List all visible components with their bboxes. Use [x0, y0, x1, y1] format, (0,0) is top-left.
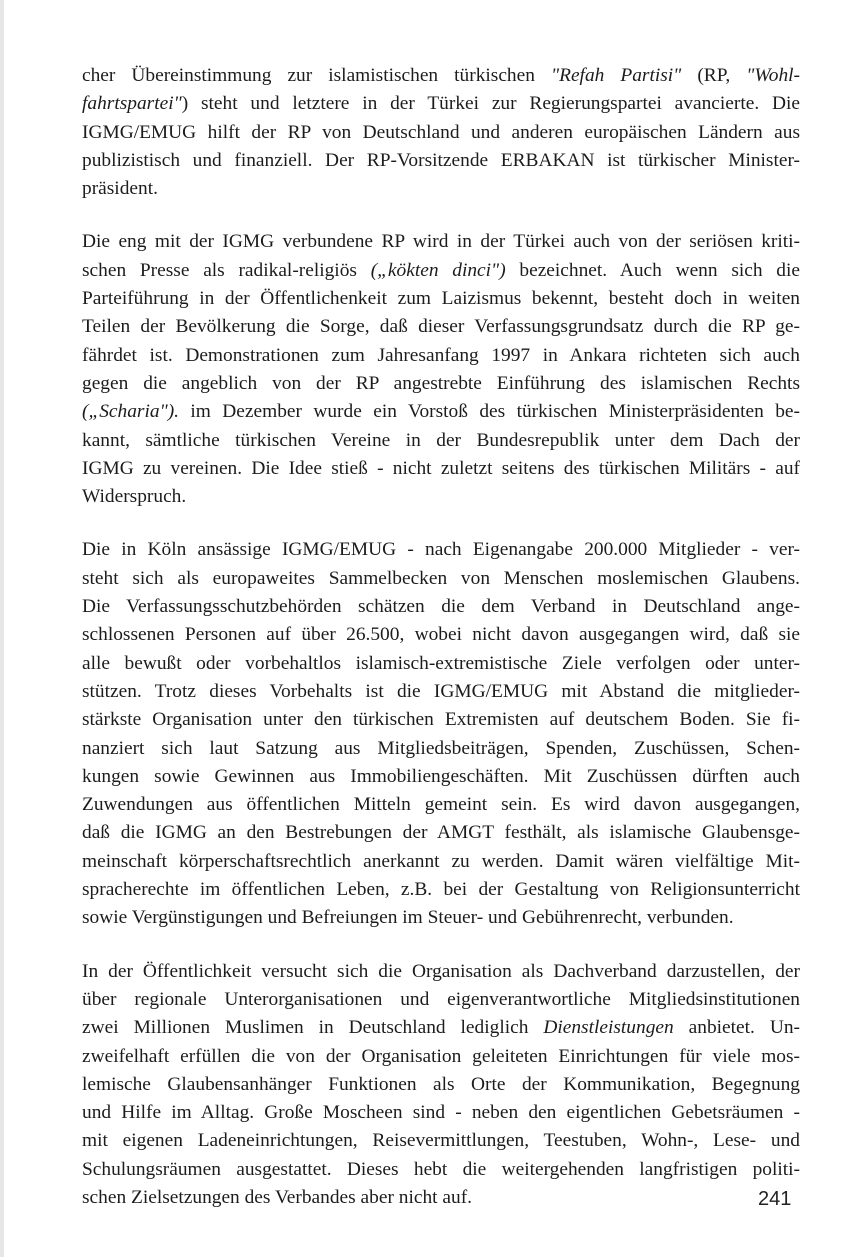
text-line: [82, 565, 800, 593]
text-line: [82, 228, 800, 256]
text-run: Teilen der Bevölkerung die Sorge, daß dieser Verfassungsgrundsatz durch die RP ge-: [82, 316, 800, 338]
text-line: [82, 819, 800, 847]
text-run: In der Öffentlichkeit versucht sich die Organisation als Dachverband darzustellen, der: [82, 960, 800, 982]
text-run: Die in Köln ansässige IGMG/EMUG - nach Eigenangabe 200.000 Mitglieder - ver-: [82, 539, 800, 561]
text-run: gegen die angeblich von der RP angestrebte Einführung des islamischen Rechts: [82, 372, 800, 394]
text-line: [82, 285, 800, 313]
text-run: ) steht und letztere in der Türkei zur Regierungspartei avancierte. Die: [181, 93, 800, 115]
page-edge-shadow: [0, 0, 4, 1257]
text-run: steht sich als europaweites Sammelbecken von Menschen moslemischen Glaubens.: [82, 567, 800, 589]
paragraph: [82, 62, 800, 203]
text-run: schen Zielsetzungen des Verbandes aber nicht auf.: [82, 1186, 472, 1208]
text-run: mit eigenen Ladeneinrichtungen, Reisevermittlungen, Teestuben, Wohn-, Lese- und: [82, 1130, 800, 1152]
text-line: [82, 1099, 800, 1127]
text-run: präsident.: [82, 178, 158, 200]
italic-text: („Scharia").: [82, 401, 180, 423]
text-line: [82, 1014, 800, 1042]
text-line: [82, 848, 800, 876]
text-run: IGMG/EMUG hilft der RP von Deutschland und anderen europäischen Ländern aus: [82, 121, 800, 143]
text-run: im Dezember wurde ein Vorstoß des türkischen Ministerpräsidenten be-: [179, 401, 800, 423]
text-run: lemische Glaubensanhänger Funktionen als Orte der Kommunikation, Begegnung: [82, 1073, 800, 1095]
text-line: [82, 119, 800, 147]
text-run: spracherechte im öffentlichen Leben, z.B. bei der Gestaltung von Religionsunterricht: [82, 879, 800, 901]
page-number: 241: [758, 1188, 792, 1210]
text-line: [82, 483, 800, 511]
text-run: Parteiführung in der Öffentlichenkeit zum Laizismus bekennt, besteht doch in weiten: [82, 288, 800, 310]
text-run: stützen. Trotz dieses Vorbehalts ist die IGMG/EMUG mit Abstand die mitglieder-: [82, 680, 800, 702]
text-run: kannt, sämtliche türkischen Vereine in der Bundesrepublik unter dem Dach der: [82, 429, 800, 451]
text-line: [82, 1156, 800, 1184]
text-run: Die eng mit der IGMG verbundene RP wird in der Türkei auch von der seriösen kriti-: [82, 231, 800, 253]
text-line: [82, 876, 800, 904]
text-run: sowie Vergünstigungen und Befreiungen im Steuer- und Gebührenrecht, verbunden.: [82, 907, 734, 929]
text-run: meinschaft körperschaftsrechtlich anerkannt zu werden. Damit wären vielfältige Mit-: [82, 850, 800, 872]
text-run: daß die IGMG an den Bestrebungen der AMGT festhält, als islamische Glaubensge-: [82, 822, 800, 844]
text-run: nanziert sich laut Satzung aus Mitgliedsbeiträgen, Spenden, Zuschüssen, Schen-: [82, 737, 800, 759]
text-line: [82, 398, 800, 426]
italic-text: fahrtspartei": [82, 93, 182, 115]
text-run: Schulungsräumen ausgestattet. Dieses hebt die weitergehenden langfristigen politi-: [82, 1158, 800, 1180]
text-line: [82, 678, 800, 706]
text-line: [82, 455, 800, 483]
text-run: IGMG zu vereinen. Die Idee stieß - nicht zuletzt seitens des türkischen Militärs - auf: [82, 457, 800, 479]
text-line: [82, 958, 800, 986]
text-line: [82, 62, 800, 90]
text-run: über regionale Unterorganisationen und eigenverantwortliche Mitgliedsinstitutionen: [82, 988, 800, 1010]
text-line: [82, 1127, 800, 1155]
text-line: [82, 763, 800, 791]
text-line: [82, 147, 800, 175]
text-run: cher Übereinstimmung zur islamistischen türkischen: [82, 65, 551, 86]
text-run: schlossenen Personen auf über 26.500, wobei nicht davon ausgegangen wird, daß sie: [82, 624, 800, 646]
italic-text: "Wohl-: [746, 65, 801, 86]
text-line: [82, 593, 800, 621]
text-line: [82, 313, 800, 341]
italic-text: („kökten dinci"): [370, 259, 506, 281]
text-run: fährdet ist. Demonstrationen zum Jahresanfang 1997 in Ankara richteten sich auch: [82, 344, 800, 366]
text-line: [82, 370, 800, 398]
text-run: und Hilfe im Alltag. Große Moscheen sind - neben den eigentlichen Gebetsräumen -: [82, 1102, 800, 1124]
text-run: schen Presse als radikal-religiös: [82, 259, 371, 281]
document-body: [82, 62, 800, 1212]
text-line: [82, 791, 800, 819]
text-line: [82, 904, 800, 932]
text-run: stärkste Organisation unter den türkischen Extremisten auf deutschem Boden. Sie fi-: [82, 709, 800, 731]
text-line: [82, 706, 800, 734]
text-line: [82, 342, 800, 370]
text-line: [82, 986, 800, 1014]
italic-text: "Refah Partisi": [550, 65, 682, 86]
text-run: kungen sowie Gewinnen aus Immobiliengeschäften. Mit Zuschüssen dürften auch: [82, 765, 800, 787]
text-line: [82, 621, 800, 649]
text-line: [82, 1043, 800, 1071]
text-line: [82, 257, 800, 285]
text-run: anbietet. Un-: [673, 1017, 801, 1039]
text-run: Widerspruch.: [82, 486, 187, 508]
text-line: [82, 1184, 800, 1212]
text-line: [82, 650, 800, 678]
text-line: [82, 536, 800, 564]
text-run: Zuwendungen aus öffentlichen Mitteln gemeint sein. Es wird davon ausgegangen,: [82, 794, 800, 816]
text-line: [82, 735, 800, 763]
text-line: [82, 427, 800, 455]
text-run: zweifelhaft erfüllen die von der Organisation geleiteten Einrichtungen für viele mos-: [82, 1045, 800, 1067]
paragraph: [82, 536, 800, 932]
text-line: [82, 90, 800, 118]
text-run: bezeichnet. Auch wenn sich die: [505, 259, 800, 281]
text-run: Die Verfassungsschutzbehörden schätzen die dem Verband in Deutschland ange-: [82, 596, 800, 618]
italic-text: Dienstleistungen: [543, 1017, 674, 1039]
text-line: [82, 1071, 800, 1099]
text-run: zwei Millionen Muslimen in Deutschland lediglich: [82, 1017, 544, 1039]
text-line: [82, 175, 800, 203]
text-run: alle bewußt oder vorbehaltlos islamisch-extremistische Ziele verfolgen oder unter-: [82, 652, 800, 674]
paragraph: [82, 228, 800, 511]
paragraph: [82, 958, 800, 1213]
text-run: (RP,: [681, 65, 747, 86]
text-run: publizistisch und finanziell. Der RP-Vorsitzende ERBAKAN ist türkischer Minister-: [82, 149, 800, 171]
